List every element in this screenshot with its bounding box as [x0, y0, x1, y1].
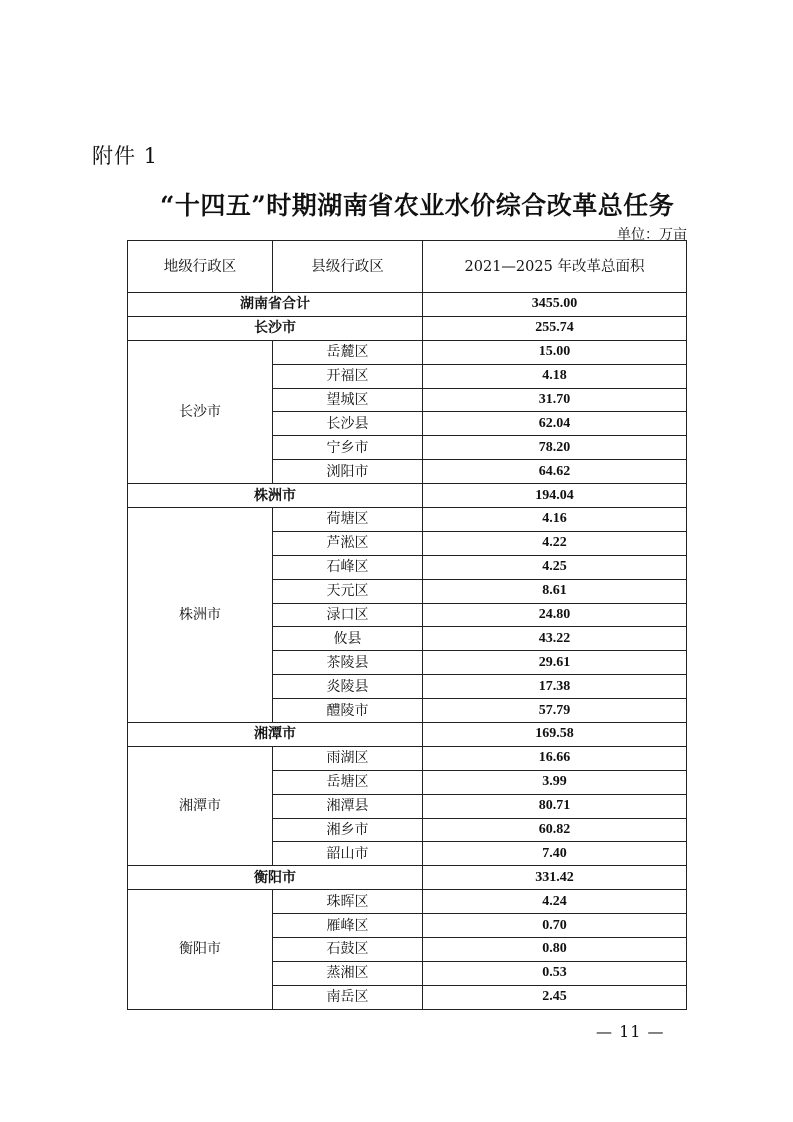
county-value: 0.70: [423, 914, 687, 938]
county-name: 望城区: [273, 388, 423, 412]
county-value: 4.18: [423, 364, 687, 388]
county-value: 17.38: [423, 675, 687, 699]
county-name: 长沙县: [273, 412, 423, 436]
grand-total-value: 3455.00: [423, 293, 687, 317]
county-value: 4.16: [423, 508, 687, 532]
county-name: 攸县: [273, 627, 423, 651]
county-value: 4.25: [423, 555, 687, 579]
task-table: [127, 240, 687, 1010]
county-name: 石峰区: [273, 555, 423, 579]
city-total-label: 长沙市: [128, 316, 423, 340]
county-row: [128, 508, 687, 532]
grand-total-row: [128, 293, 687, 317]
city-total-row: [128, 723, 687, 747]
county-row: [128, 746, 687, 770]
county-value: 57.79: [423, 699, 687, 723]
city-total-label: 衡阳市: [128, 866, 423, 890]
county-name: 渌口区: [273, 603, 423, 627]
county-value: 60.82: [423, 818, 687, 842]
city-name-cell: 衡阳市: [128, 890, 273, 1009]
county-name: 荷塘区: [273, 508, 423, 532]
county-name: 醴陵市: [273, 699, 423, 723]
county-name: 珠晖区: [273, 890, 423, 914]
county-value: 0.53: [423, 961, 687, 985]
county-value: 8.61: [423, 579, 687, 603]
city-name-cell: 株洲市: [128, 508, 273, 723]
county-value: 3.99: [423, 770, 687, 794]
county-value: 29.61: [423, 651, 687, 675]
city-total-label: 株洲市: [128, 484, 423, 508]
grand-total-label: 湖南省合计: [128, 293, 423, 317]
county-name: 岳麓区: [273, 340, 423, 364]
county-name: 雁峰区: [273, 914, 423, 938]
county-name: 宁乡市: [273, 436, 423, 460]
county-name: 蒸湘区: [273, 961, 423, 985]
county-value: 78.20: [423, 436, 687, 460]
county-value: 31.70: [423, 388, 687, 412]
county-name: 石鼓区: [273, 938, 423, 962]
county-value: 62.04: [423, 412, 687, 436]
county-name: 南岳区: [273, 985, 423, 1009]
city-name-cell: 湘潭市: [128, 746, 273, 865]
city-total-value: 331.42: [423, 866, 687, 890]
county-value: 0.80: [423, 938, 687, 962]
city-total-label: 湘潭市: [128, 723, 423, 747]
county-name: 天元区: [273, 579, 423, 603]
document-title: “十四五”时期湖南省农业水价综合改革总任务: [160, 191, 675, 220]
county-name: 湘乡市: [273, 818, 423, 842]
county-value: 80.71: [423, 794, 687, 818]
county-value: 15.00: [423, 340, 687, 364]
county-value: 16.66: [423, 746, 687, 770]
table-body: [128, 241, 687, 1010]
county-name: 芦淞区: [273, 531, 423, 555]
county-value: 24.80: [423, 603, 687, 627]
page-number: — 11 —: [596, 1022, 665, 1041]
county-name: 浏阳市: [273, 460, 423, 484]
unit-label: 单位：万亩: [617, 227, 687, 243]
county-name: 雨湖区: [273, 746, 423, 770]
city-name-cell: 长沙市: [128, 340, 273, 483]
county-value: 4.24: [423, 890, 687, 914]
county-row: [128, 340, 687, 364]
county-name: 炎陵县: [273, 675, 423, 699]
city-total-value: 169.58: [423, 723, 687, 747]
header-county: 县级行政区: [273, 241, 423, 293]
county-value: 4.22: [423, 531, 687, 555]
county-name: 湘潭县: [273, 794, 423, 818]
county-name: 韶山市: [273, 842, 423, 866]
attachment-label: 附件 1: [92, 144, 159, 168]
city-total-value: 194.04: [423, 484, 687, 508]
city-total-row: [128, 866, 687, 890]
county-value: 2.45: [423, 985, 687, 1009]
county-value: 7.40: [423, 842, 687, 866]
county-value: 64.62: [423, 460, 687, 484]
header-area: 2021—2025 年改革总面积: [423, 241, 687, 293]
county-name: 茶陵县: [273, 651, 423, 675]
city-total-row: [128, 316, 687, 340]
table-header-row: [128, 241, 687, 293]
city-total-row: [128, 484, 687, 508]
county-name: 岳塘区: [273, 770, 423, 794]
county-value: 43.22: [423, 627, 687, 651]
county-row: [128, 890, 687, 914]
header-prefecture: 地级行政区: [128, 241, 273, 293]
county-name: 开福区: [273, 364, 423, 388]
city-total-value: 255.74: [423, 316, 687, 340]
